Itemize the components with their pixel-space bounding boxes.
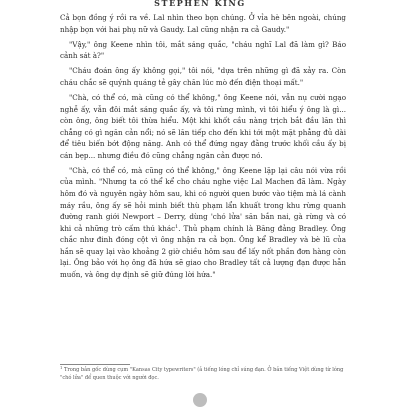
body-text — [60, 12, 346, 280]
paragraph-1: Cả bọn đồng ý rồi ra về. Lal nhìn theo bọn chúng. Ở vỉa hè bên ngoài, chúng nhập bọn với hai phụ nữ và Gaudy. Lal cũng nhận ra cả Gaudy." — [60, 13, 346, 34]
footnote-ref[interactable]: 1 — [175, 224, 179, 230]
footnote-marker: 1 — [60, 365, 63, 370]
footnote — [60, 367, 346, 382]
paragraph-5 — [60, 165, 346, 280]
page-number-circle — [193, 393, 207, 407]
paragraph-5-text: "Chà, có thể có, mà cũng có thể không," ông Keene lặp lại câu nói vừa rồi của mình. "Nhưng ta có thể kể cho cháu nghe việc Lal Machen đã làm. Ngày hôm đó và nguyên ngày hôm sau, khi có người quen bước vào tiệm mà lá cành máy rầu, ông ấy sẽ hỏi minh biết thù phạm lẩn khuất trong khu rừng quanh đường ranh giới Newport – Derry, dùng 'chó lửa' săn bắn nai, gà rừng và có khi cả những trò cấm thú khác — [60, 165, 346, 233]
footnote-text: Trong bản gốc dùng cụm "Kansas City typewriters" (ả tiếng lóng chỉ súng đạn. Ở bản tiếng Việt dùng từ lóng "chó lửa" để quen thuộc với người đọc. — [60, 367, 344, 381]
paragraph-4: "Chà, có thể có, mà cũng có thể không," ông Keene nói, vẫn nụ cười ngạo nghễ ấy, vẫn đôi mắt sáng quắc ấy, và tôi rùng mình, vì tôi hiểu ý ông là gì... còn ông, ông biết tôi thừa hiểu. Một khi khốt cầu nàng trịch bắt đầu lăn thì chẳng có gì ngăn cản nổi; nó sẽ lăn tiếp cho đến khi tới một mặt phẳng đủ dài để tiêu biến bớt động năng. Anh có thể đứng ngay đằng trước khối cầu ấy bị cán bẹp... nhưng điều đó cũng chẳng ngăn cản được nó. — [60, 93, 346, 160]
footnote-rule — [60, 364, 130, 365]
paragraph-3: "Cháu đoán ông ấy không gọi," tôi nói, "dựa trên những gì đã xảy ra. Còn cháu chắc sẽ quýnh quáng tẻ gây chăn lúc mò đến điện thoại mất." — [60, 66, 346, 87]
paragraph-2: "Vậy," ông Keene nhìn tôi, mắt sáng quắc, "cháu nghĩ Lal đã làm gì? Báo cảnh sát à?" — [60, 39, 346, 61]
paragraph-5-continuation: Ông chắc như đinh đóng cột vì ông nhận ra cả bọn. Ông kể Bradley và bè lũ của hắn sẽ quay lại vào khoảng 2 giờ chiều hôm sau để lấy nốt phần đơn hàng còn lại. Ông bảo với họ ông đã hứa sẽ giao cho Bradley tất cả lượng đạn được hẵn muốn, và ông dự định sẽ giữ đúng lời hứa." — [60, 223, 346, 279]
running-title: STEPHEN KING — [154, 0, 246, 8]
running-header — [0, 0, 400, 9]
paragraph-5-tail: . Thủ phạm chính là Băng đảng Bradley. — [178, 223, 328, 233]
